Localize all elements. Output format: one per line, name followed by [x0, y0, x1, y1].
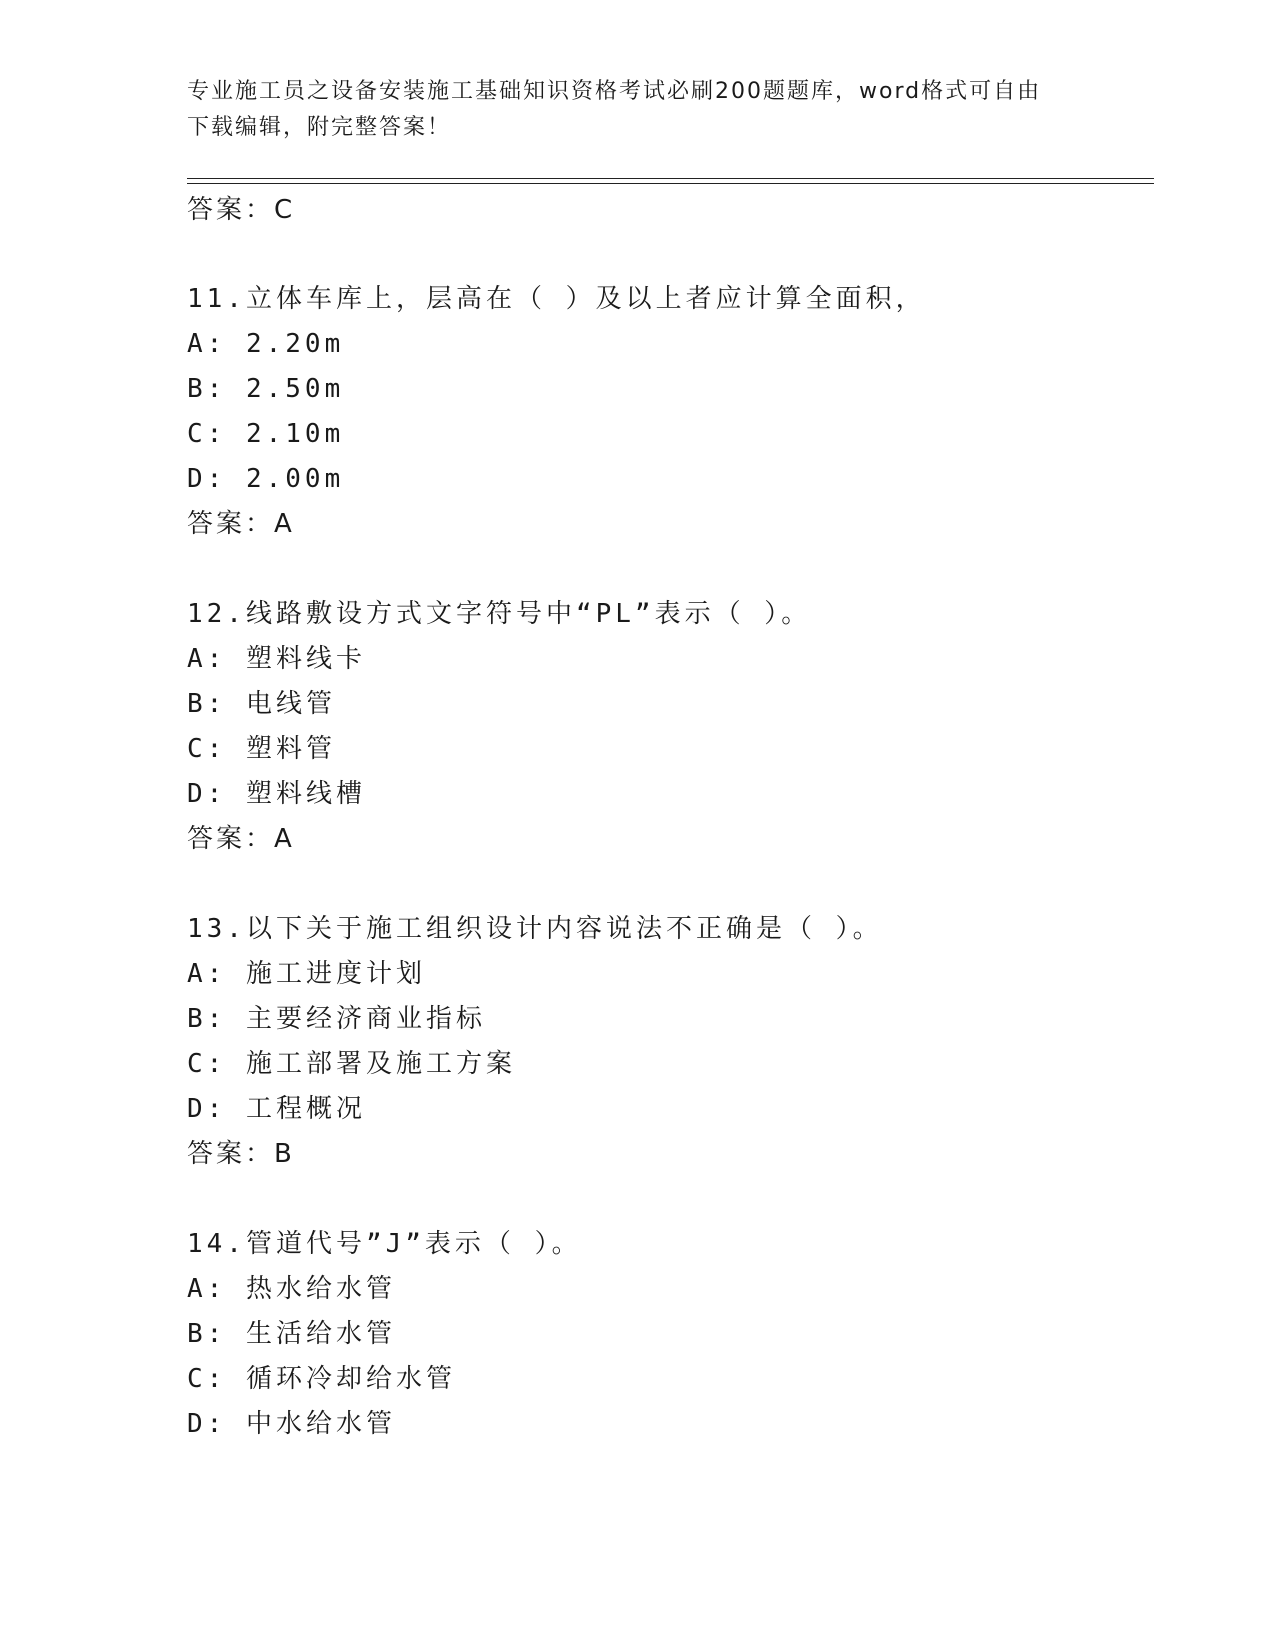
question-11-option-b: B: 2.50m: [187, 374, 345, 404]
question-12-option-d: D: 塑料线槽: [187, 779, 366, 809]
question-13-option-d: D: 工程概况: [187, 1094, 366, 1124]
header-divider-bottom: [187, 183, 1154, 184]
question-11-option-a: A: 2.20m: [187, 329, 345, 359]
question-12-answer: 答案：A: [187, 824, 295, 854]
question-14-option-b: B: 生活给水管: [187, 1319, 396, 1349]
question-14-option-a: A: 热水给水管: [187, 1274, 396, 1304]
question-14-stem: 14.管道代号”J”表示（ ）。: [187, 1229, 582, 1259]
header-line-1: 专业施工员之设备安装施工基础知识资格考试必刷200题题库，word格式可自由: [187, 79, 1042, 104]
question-13-option-c: C: 施工部署及施工方案: [187, 1049, 516, 1079]
document-header: [187, 74, 1087, 146]
question-12-option-c: C: 塑料管: [187, 734, 336, 764]
question-11-option-d: D: 2.00m: [187, 464, 345, 494]
question-13-option-a: A: 施工进度计划: [187, 959, 426, 989]
answer-line-q10: 答案：C: [187, 195, 296, 225]
question-14-option-d: D: 中水给水管: [187, 1409, 396, 1439]
question-14-option-c: C: 循环冷却给水管: [187, 1364, 456, 1394]
question-11-answer: 答案：A: [187, 509, 295, 539]
question-12-stem: 12.线路敷设方式文字符号中“PL”表示（ ）。: [187, 599, 812, 629]
header-divider-top: [187, 178, 1154, 179]
question-13-answer: 答案：B: [187, 1139, 295, 1169]
question-12-option-a: A: 塑料线卡: [187, 644, 366, 674]
header-line-2: 下载编辑，附完整答案！: [187, 115, 452, 140]
question-11-option-c: C: 2.10m: [187, 419, 345, 449]
question-13-option-b: B: 主要经济商业指标: [187, 1004, 486, 1034]
question-11-stem: 11.立体车库上，层高在（ ）及以上者应计算全面积，: [187, 284, 926, 314]
question-13-stem: 13.以下关于施工组织设计内容说法不正确是（ ）。: [187, 914, 883, 944]
question-12-option-b: B: 电线管: [187, 689, 336, 719]
